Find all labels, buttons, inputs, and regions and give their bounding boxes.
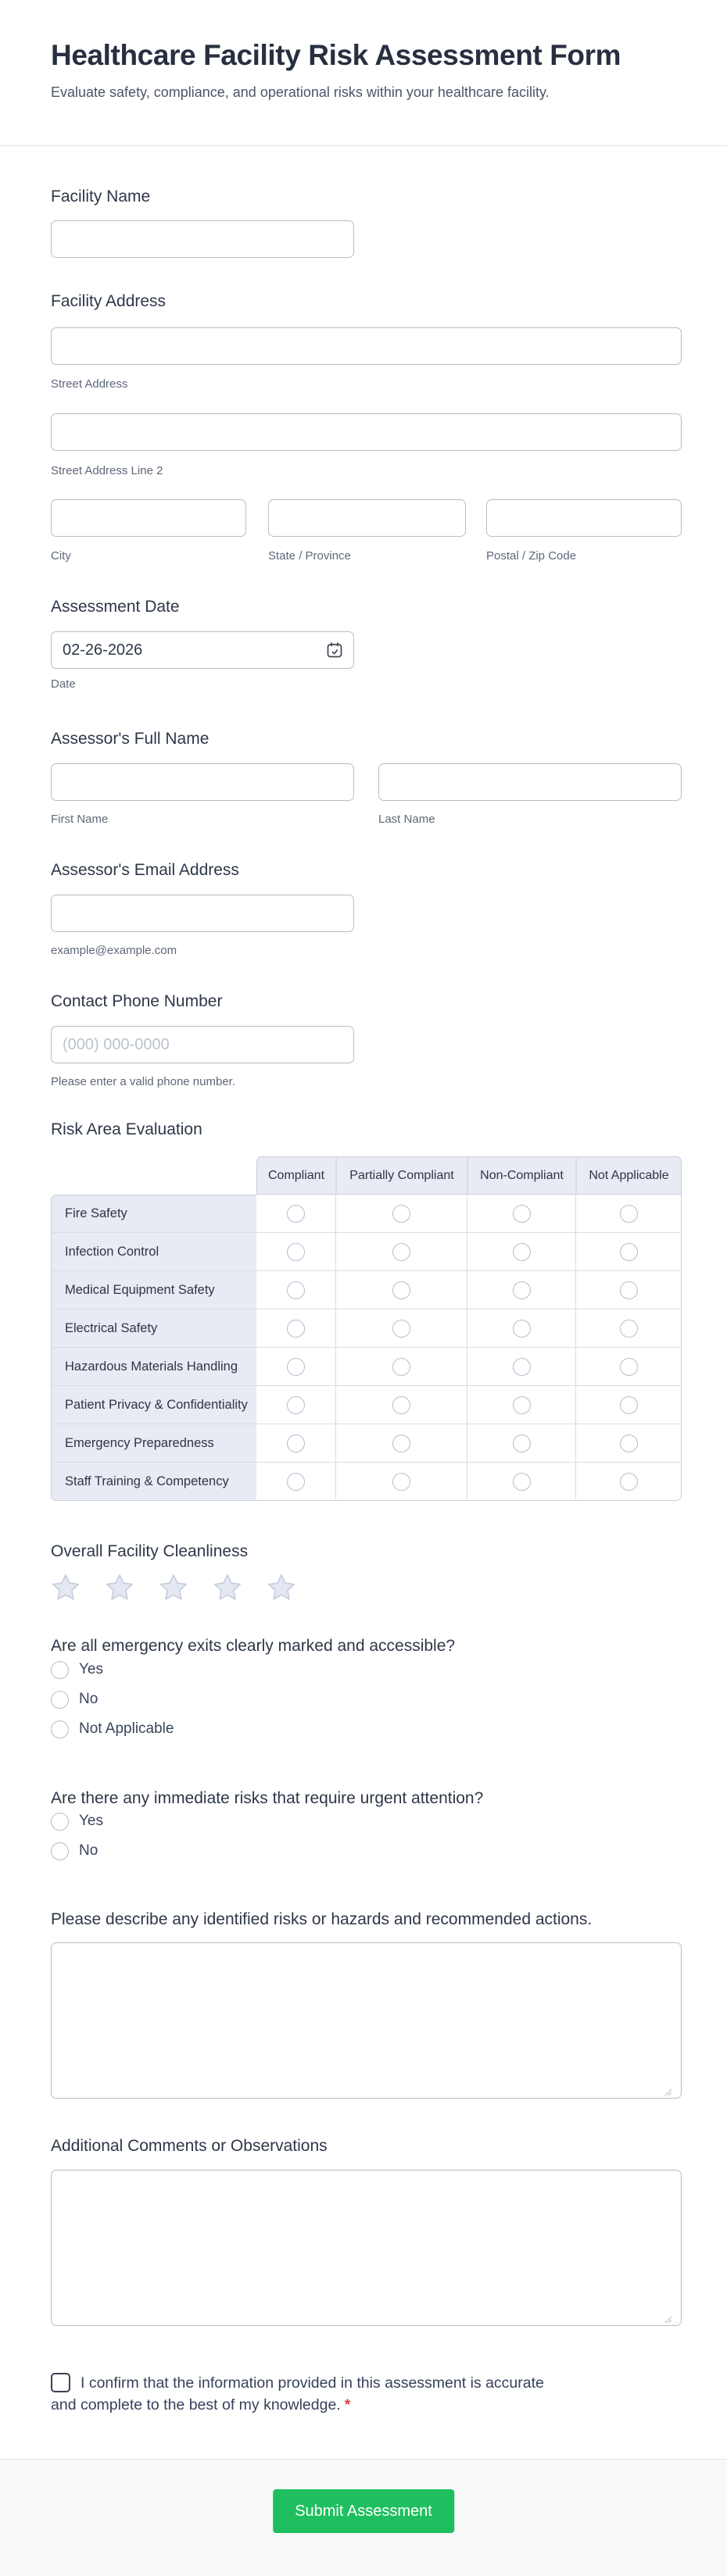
table-radio[interactable] [287, 1396, 305, 1414]
table-radio-cell [256, 1309, 336, 1348]
table-radio-cell [336, 1271, 467, 1309]
table-radio[interactable] [392, 1396, 410, 1414]
radio-option-label: No [79, 1691, 98, 1707]
email-input[interactable] [51, 895, 354, 932]
state-sublabel: State / Province [268, 549, 351, 563]
submit-button[interactable]: Submit Assessment [273, 2489, 454, 2533]
confirm-checkbox[interactable] [51, 2373, 70, 2392]
street-address-sublabel: Street Address [51, 377, 128, 391]
star-icon[interactable] [212, 1573, 243, 1602]
table-radio-cell [336, 1195, 467, 1233]
table-radio[interactable] [392, 1281, 410, 1299]
table-row-label: Infection Control [51, 1233, 256, 1271]
table-radio[interactable] [287, 1243, 305, 1261]
comments-textarea[interactable] [51, 2170, 682, 2326]
radio-option-label: No [79, 1842, 98, 1859]
risk-table-label: Risk Area Evaluation [51, 1120, 202, 1138]
confirmation-row [51, 2372, 668, 2416]
assessor-email-label: Assessor's Email Address [51, 861, 239, 879]
table-column-header: Compliant [256, 1156, 336, 1195]
table-row-label: Electrical Safety [51, 1309, 256, 1348]
radio-option-yes[interactable] [51, 1655, 174, 1685]
table-radio[interactable] [287, 1281, 305, 1299]
table-radio-cell [336, 1386, 467, 1424]
table-radio-cell [256, 1348, 336, 1386]
table-radio-cell [467, 1233, 576, 1271]
confirmation-text-line1: I confirm that the information provided in this assessment is accurate [81, 2374, 544, 2392]
table-radio[interactable] [513, 1205, 531, 1223]
facility-name-label: Facility Name [51, 188, 151, 205]
table-row-label: Patient Privacy & Confidentiality [51, 1386, 256, 1424]
table-radio-cell [336, 1309, 467, 1348]
postal-code-input[interactable] [486, 499, 682, 537]
risk-evaluation-table [51, 1156, 682, 1501]
table-row-label: Emergency Preparedness [51, 1424, 256, 1463]
radio-option-label: Yes [79, 1813, 103, 1829]
table-radio[interactable] [620, 1473, 638, 1491]
table-column-header: Partially Compliant [336, 1156, 467, 1195]
exits-radio-group [51, 1655, 174, 1744]
radio-button[interactable] [51, 1691, 69, 1709]
table-radio[interactable] [513, 1473, 531, 1491]
street-address-line2-sublabel: Street Address Line 2 [51, 464, 163, 477]
city-input[interactable] [51, 499, 246, 537]
table-row-label: Medical Equipment Safety [51, 1271, 256, 1309]
table-radio[interactable] [620, 1281, 638, 1299]
table-radio-cell [467, 1195, 576, 1233]
table-radio[interactable] [513, 1281, 531, 1299]
table-radio[interactable] [392, 1320, 410, 1338]
radio-button[interactable] [51, 1842, 69, 1860]
table-radio[interactable] [513, 1434, 531, 1452]
resize-handle-icon[interactable] [663, 2314, 672, 2324]
star-icon[interactable] [158, 1573, 189, 1602]
table-radio-cell [467, 1348, 576, 1386]
table-radio-cell [576, 1195, 682, 1233]
comments-textarea-label: Additional Comments or Observations [51, 2137, 328, 2155]
last-name-sublabel: Last Name [378, 813, 435, 826]
table-radio[interactable] [620, 1243, 638, 1261]
star-icon[interactable] [104, 1573, 135, 1602]
assessment-date-label: Assessment Date [51, 598, 180, 616]
table-radio[interactable] [287, 1320, 305, 1338]
table-radio-cell [467, 1271, 576, 1309]
table-radio[interactable] [620, 1396, 638, 1414]
resize-handle-icon[interactable] [663, 2087, 672, 2096]
street-address-input[interactable] [51, 327, 682, 365]
radio-option-label: Not Applicable [79, 1720, 174, 1737]
calendar-icon[interactable] [325, 641, 344, 659]
header-divider [0, 145, 727, 146]
radio-option-no[interactable] [51, 1685, 174, 1714]
urgent-question-label: Are there any immediate risks that require urgent attention? [51, 1789, 484, 1807]
facility-address-label: Facility Address [51, 292, 167, 310]
star-icon[interactable] [266, 1573, 297, 1602]
star-rating [50, 1573, 297, 1602]
star-icon[interactable] [50, 1573, 81, 1602]
radio-option-not-applicable[interactable] [51, 1714, 174, 1744]
risks-textarea-label: Please describe any identified risks or hazards and recommended actions. [51, 1910, 593, 1928]
radio-button[interactable] [51, 1813, 69, 1831]
table-radio-cell [336, 1424, 467, 1463]
table-row-label: Staff Training & Competency [51, 1463, 256, 1501]
radio-option-no[interactable] [51, 1836, 103, 1866]
table-radio-cell [576, 1386, 682, 1424]
table-radio[interactable] [620, 1205, 638, 1223]
table-radio[interactable] [287, 1358, 305, 1376]
table-radio-cell [467, 1424, 576, 1463]
table-radio-cell [467, 1463, 576, 1501]
page-subtitle: Evaluate safety, compliance, and operational risks within your healthcare facility. [51, 84, 550, 100]
postal-code-sublabel: Postal / Zip Code [486, 549, 577, 563]
street-address-line2-input[interactable] [51, 413, 682, 451]
table-radio[interactable] [620, 1358, 638, 1376]
table-radio[interactable] [513, 1320, 531, 1338]
phone-input[interactable] [51, 1026, 354, 1063]
table-radio-cell [576, 1463, 682, 1501]
date-sublabel: Date [51, 677, 76, 691]
table-row-label: Fire Safety [51, 1195, 256, 1233]
table-radio[interactable] [392, 1473, 410, 1491]
table-radio[interactable] [620, 1434, 638, 1452]
radio-option-yes[interactable] [51, 1806, 103, 1836]
table-column-header: Non-Compliant [467, 1156, 576, 1195]
table-radio-cell [467, 1386, 576, 1424]
city-sublabel: City [51, 549, 71, 563]
table-radio[interactable] [287, 1434, 305, 1452]
table-radio[interactable] [513, 1396, 531, 1414]
table-row-label: Hazardous Materials Handling [51, 1348, 256, 1386]
radio-option-label: Yes [79, 1661, 103, 1677]
risks-textarea[interactable] [51, 1942, 682, 2099]
table-radio-cell [576, 1271, 682, 1309]
first-name-input[interactable] [51, 763, 354, 801]
table-radio[interactable] [620, 1320, 638, 1338]
table-radio-cell [256, 1233, 336, 1271]
state-input[interactable] [268, 499, 466, 537]
confirmation-text-line2: and complete to the best of my knowledge. [51, 2396, 341, 2413]
table-radio-cell [256, 1463, 336, 1501]
table-column-header: Not Applicable [576, 1156, 682, 1195]
email-sublabel: example@example.com [51, 944, 177, 957]
table-corner-cell [51, 1156, 256, 1195]
contact-phone-label: Contact Phone Number [51, 992, 223, 1010]
table-radio-cell [576, 1309, 682, 1348]
assessment-date-field [51, 631, 354, 669]
table-radio-cell [256, 1386, 336, 1424]
table-radio[interactable] [392, 1205, 410, 1223]
table-radio[interactable] [513, 1358, 531, 1376]
phone-sublabel: Please enter a valid phone number. [51, 1075, 235, 1088]
first-name-sublabel: First Name [51, 813, 109, 826]
page-title: Healthcare Facility Risk Assessment Form [51, 39, 621, 71]
radio-button[interactable] [51, 1720, 69, 1738]
table-radio-cell [256, 1195, 336, 1233]
table-radio[interactable] [287, 1473, 305, 1491]
table-radio-cell [576, 1233, 682, 1271]
assessor-name-label: Assessor's Full Name [51, 730, 210, 748]
table-radio-cell [256, 1271, 336, 1309]
urgent-radio-group [51, 1806, 103, 1866]
table-radio-cell [336, 1463, 467, 1501]
radio-button[interactable] [51, 1661, 69, 1679]
table-radio[interactable] [513, 1243, 531, 1261]
required-asterisk: * [344, 2396, 351, 2413]
table-radio-cell [576, 1348, 682, 1386]
table-radio[interactable] [392, 1358, 410, 1376]
table-radio-cell [256, 1424, 336, 1463]
table-radio[interactable] [392, 1243, 410, 1261]
cleanliness-label: Overall Facility Cleanliness [51, 1542, 249, 1560]
table-radio-cell [336, 1233, 467, 1271]
table-radio-cell [336, 1348, 467, 1386]
table-radio-cell [576, 1424, 682, 1463]
assessment-date-input[interactable] [51, 631, 354, 669]
table-radio[interactable] [392, 1434, 410, 1452]
exits-question-label: Are all emergency exits clearly marked and accessible? [51, 1637, 456, 1655]
facility-name-input[interactable] [51, 220, 354, 258]
table-radio-cell [467, 1309, 576, 1348]
table-radio[interactable] [287, 1205, 305, 1223]
last-name-input[interactable] [378, 763, 682, 801]
